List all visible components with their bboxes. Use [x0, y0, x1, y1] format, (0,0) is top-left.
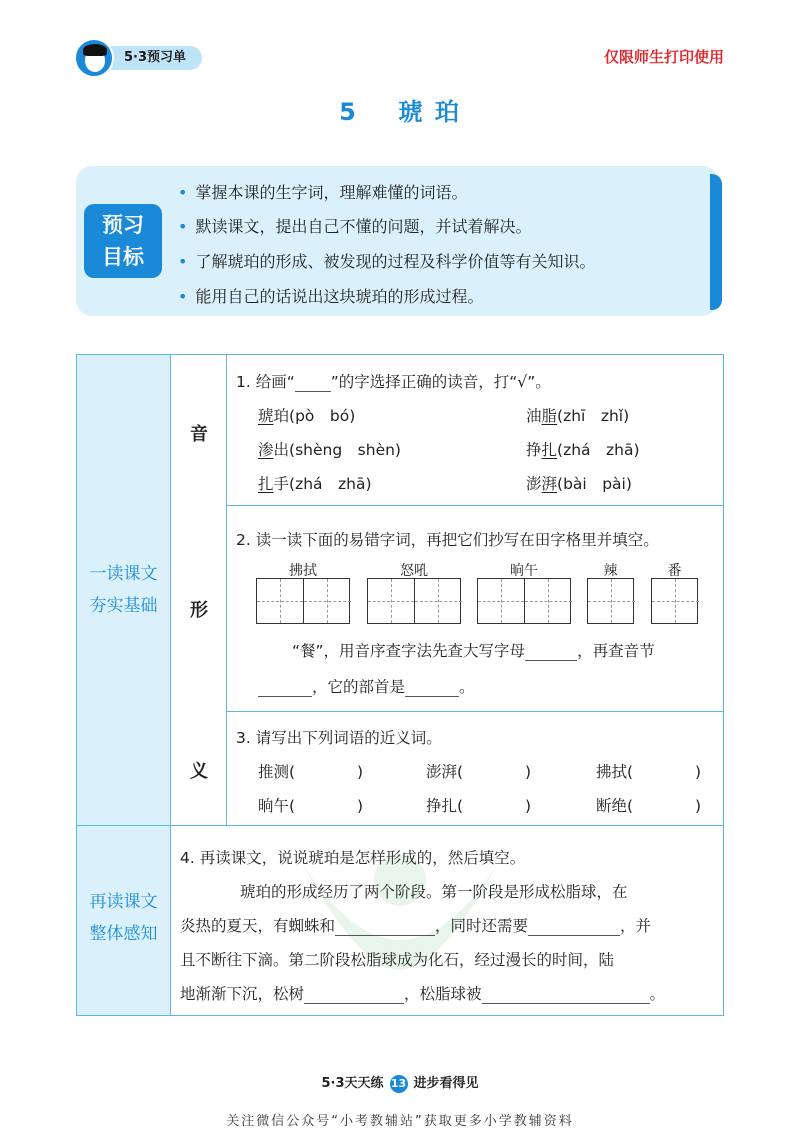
pinyin-item[interactable]: 挣扎(zhá zhā) [526, 441, 640, 459]
category-form: 形 [190, 600, 208, 621]
question-3: 3. 请写出下列词语的近义词。 [236, 729, 442, 747]
grid-word: 晌午 [510, 563, 538, 579]
q4-line: 琥珀的形成经历了两个阶段。第一阶段是形成松脂球，在 [240, 883, 628, 901]
question-2: 2. 读一读下面的易错字词，再把它们抄写在田字格里并填空。 [236, 531, 659, 549]
tianzige-grid[interactable] [256, 578, 350, 624]
page-number: 13 [390, 1075, 408, 1093]
section-label-1: 一读课文 夯实基础 [89, 564, 158, 616]
grid-word: 番 [667, 563, 682, 579]
pinyin-item[interactable]: 琥珀(pò bó) [258, 407, 356, 425]
tianzige-grid[interactable] [367, 578, 461, 624]
tianzige-grid[interactable] [651, 578, 698, 624]
synonym-item[interactable]: 挣扎( ) [426, 797, 532, 815]
synonym-item[interactable]: 拂拭( ) [596, 763, 702, 781]
category-meaning: 义 [190, 761, 208, 782]
pinyin-item[interactable]: 扎手(zhá zhā) [258, 475, 372, 493]
tianzige-grid[interactable] [477, 578, 571, 624]
goal-item: • 默读课文，提出自己不懂的问题，并试着解决。 [178, 217, 532, 236]
fill-sentence-1: “餐”，用音序查字法先查大写字母 ，再查音节 [292, 642, 655, 660]
blank-field[interactable] [482, 1003, 650, 1004]
pinyin-item[interactable]: 渗出(shèng shèn) [258, 441, 401, 459]
blank-field[interactable] [304, 1003, 404, 1004]
grid-word: 拂拭 [289, 563, 317, 579]
section-label-2: 再读课文 整体感知 [89, 892, 158, 944]
question-1: 1. 给画“ ”的字选择正确的读音，打“√”。 [236, 373, 551, 391]
q4-line: 地渐渐下沉，松树 ，松脂球被 。 [180, 985, 666, 1003]
page-footer: 5·3天天练 13 进步看得见 [321, 1076, 479, 1091]
blank-field[interactable] [528, 935, 620, 936]
tianzige-grid[interactable] [587, 578, 634, 624]
goals-edge [710, 174, 722, 310]
lesson-number: 5 [339, 98, 358, 126]
goal-item: • 了解琥珀的形成、被发现的过程及科学价值等有关知识。 [178, 252, 596, 271]
question-4: 4. 再读课文，说说琥珀是怎样形成的，然后填空。 [180, 849, 526, 867]
blank-field[interactable] [405, 696, 459, 697]
synonym-item[interactable]: 澎湃( ) [426, 763, 532, 781]
blank-field[interactable] [335, 935, 435, 936]
blank-field[interactable] [258, 696, 312, 697]
synonym-item[interactable]: 晌午( ) [258, 797, 364, 815]
boy-mascot-icon [74, 38, 114, 78]
q4-line: 且不断往下滴。第二阶段松脂球成为化石，经过漫长的时间，陆 [180, 951, 615, 969]
pinyin-item[interactable]: 油脂(zhī zhǐ) [526, 407, 630, 425]
goals-tag: 预习 目标 [84, 204, 162, 278]
page-title [0, 92, 800, 127]
q4-line: 炎热的夏天，有蜘蛛和 ，同时还需要 ，并 [180, 917, 652, 935]
goal-item: • 能用自己的话说出这块琥珀的形成过程。 [178, 287, 484, 306]
goal-item: • 掌握本课的生字词，理解难懂的词语。 [178, 183, 468, 202]
footer-promo: 关注微信公众号“小考教辅站”获取更多小学教辅资料 [226, 1114, 574, 1129]
category-sound: 音 [190, 424, 208, 445]
lesson-title: 琥 珀 [398, 98, 461, 126]
grid-word: 辣 [603, 563, 618, 579]
synonym-item[interactable]: 断绝( ) [596, 797, 702, 815]
blank-field[interactable] [525, 660, 577, 661]
synonym-item[interactable]: 推测( ) [258, 763, 364, 781]
pinyin-item[interactable]: 澎湃(bài pài) [526, 475, 632, 493]
series-badge: 5·3预习单 [92, 46, 202, 70]
fill-sentence-2: ，它的部首是 。 [258, 675, 475, 697]
print-notice: 仅限师生打印使用 [603, 48, 724, 66]
grid-word: 怒吼 [400, 563, 428, 579]
